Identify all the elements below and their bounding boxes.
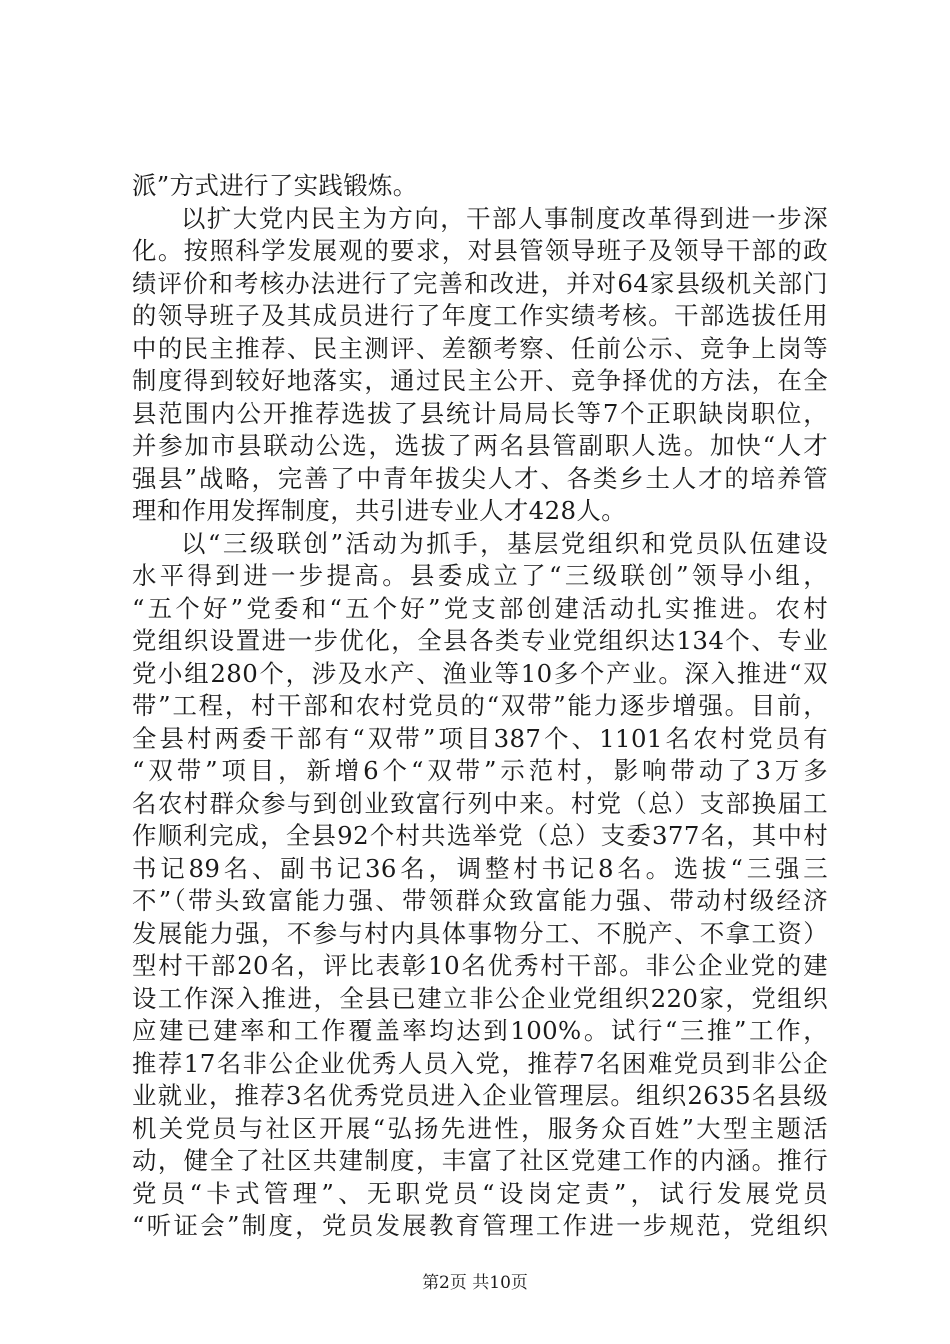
text-line: 动，健全了社区共建制度，丰富了社区党建工作的内涵。推行: [132, 1146, 828, 1175]
text-line: 以扩大党内民主为方向，干部人事制度改革得到进一步深: [181, 203, 828, 233]
text-line: 设工作深入推进，全县已建立非公企业党组织220家，党组织: [132, 983, 828, 1013]
page-footer: [0, 1272, 950, 1294]
text-line: 作顺利完成，全县92个村共选举党（总）支委377名，其中村: [132, 821, 828, 850]
text-line: 业就业，推荐3名优秀党员进入企业管理层。组织2635名县级: [132, 1081, 828, 1110]
text-line: 县范围内公开推荐选拔了县统计局局长等7个正职缺岗职位，: [132, 398, 828, 428]
text-line: 名农村群众参与到创业致富行列中来。村党（总）支部换届工: [132, 788, 828, 818]
text-line: 应建已建率和工作覆盖率均达到100%。试行“三推”工作，: [132, 1016, 828, 1045]
page-number-label: 第2页 共10页: [422, 1273, 528, 1293]
text-line: 党员“卡式管理”、无职党员“设岗定责”，试行发展党员: [132, 1178, 828, 1208]
text-line: 发展能力强，不参与村内具体事物分工、不脱产、不拿工资）: [132, 918, 828, 948]
text-line: 型村干部20名，评比表彰10名优秀村干部。非公企业党的建: [132, 951, 828, 980]
text-line: 化。按照科学发展观的要求，对县管领导班子及领导干部的政: [132, 236, 828, 265]
text-line: 推荐17名非公企业优秀人员入党，推荐7名困难党员到非公企: [132, 1048, 828, 1078]
text-line: 派”方式进行了实践锻炼。: [132, 171, 418, 200]
text-line: 党小组280个，涉及水产、渔业等10多个产业。深入推进“双: [132, 658, 828, 688]
text-line: 制度得到较好地落实，通过民主公开、竞争择优的方法，在全: [132, 366, 828, 395]
body-text: [132, 170, 828, 1243]
text-line: “听证会”制度，党员发展教育管理工作进一步规范，党组织: [132, 1211, 828, 1240]
text-line: 机关党员与社区开展“弘扬先进性，服务众百姓”大型主题活: [132, 1113, 828, 1143]
text-line: “五个好”党委和“五个好”党支部创建活动扎实推进。农村: [132, 593, 828, 623]
text-line: 理和作用发挥制度，共引进专业人才428人。: [132, 496, 626, 525]
text-line: 水平得到进一步提高。县委成立了“三级联创”领导小组，: [132, 561, 828, 590]
text-line: 全县村两委干部有“双带”项目387个、1101名农村党员有: [132, 723, 828, 753]
text-line: 不”（带头致富能力强、带领群众致富能力强、带动村级经济: [132, 886, 828, 915]
text-line: 绩评价和考核办法进行了完善和改进，并对64家县级机关部门: [132, 268, 828, 298]
text-line: 带”工程，村干部和农村党员的“双带”能力逐步增强。目前，: [132, 691, 828, 720]
text-line: 以“三级联创”活动为抓手，基层党组织和党员队伍建设: [181, 528, 828, 558]
text-line: 书记89名、副书记36名，调整村书记8名。选拔“三强三: [132, 853, 828, 883]
text-line: 并参加市县联动公选，选拔了两名县管副职人选。加快“人才: [132, 431, 828, 460]
text-line: “双带”项目，新增6个“双带”示范村，影响带动了3万多: [132, 756, 828, 785]
text-line: 党组织设置进一步优化，全县各类专业党组织达134个、专业: [132, 626, 828, 655]
text-line: 强县”战略，完善了中青年拔尖人才、各类乡土人才的培养管: [132, 463, 828, 493]
text-line: 中的民主推荐、民主测评、差额考察、任前公示、竞争上岗等: [132, 333, 828, 363]
text-line: 的领导班子及其成员进行了年度工作实绩考核。干部选拔任用: [132, 301, 828, 330]
